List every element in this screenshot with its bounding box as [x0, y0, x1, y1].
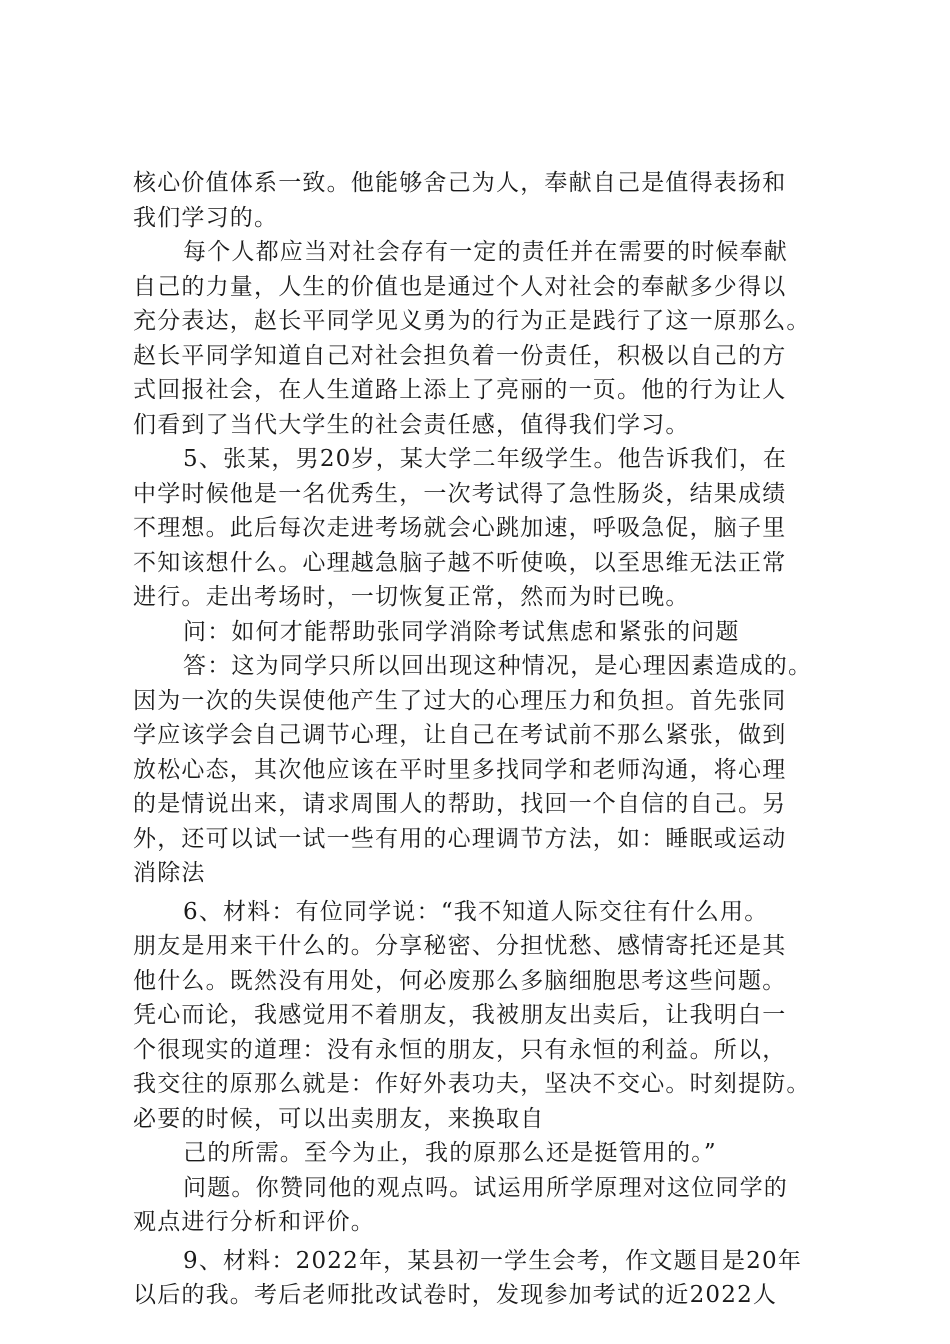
text-line: 他什么。既然没有用处，何必废那么多脑细胞思考这些问题。 — [133, 967, 787, 994]
text-line: 我们学习的。 — [133, 204, 279, 231]
text-line: 不知该想什么。心理越急脑子越不听使唤，以至思维无法正常 — [133, 549, 787, 576]
text-line: 式回报社会，在人生道路上添上了亮丽的一页。他的行为让人 — [133, 377, 787, 403]
text-line: 观点进行分析和评价。 — [133, 1209, 375, 1235]
text-line: 朋友是用来干什么的。分享秘密、分担忧愁、感情寄托还是其 — [133, 933, 787, 959]
text-line: 凭心而论，我感觉用不着朋友，我被朋友出卖后，让我明白一 — [133, 1002, 787, 1028]
question-9-start: 9、材料：2022年，某县初一学生会考，作文题目是20年 — [183, 1247, 803, 1274]
text-line: 不理想。此后每次走进考场就会心跳加速，呼吸急促，脑子里 — [133, 515, 787, 541]
text-line: 己的所需。至今为止，我的原那么还是挺管用的。” — [183, 1140, 717, 1166]
document-body — [133, 166, 833, 1313]
text-line: 我交往的原那么就是：作好外表功夫，坚决不交心。时刻提防。 — [133, 1071, 811, 1097]
text-line: 学应该学会自己调节心理，让自己在考试前不那么紧张，做到 — [133, 722, 787, 748]
text-line: 以后的我。考后老师批改试卷时，发现参加考试的近2022人 — [133, 1282, 778, 1308]
text-line: 自己的力量，人生的价值也是通过个人对社会的奉献多少得以 — [133, 273, 787, 300]
text-line: 赵长平同学知道自己对社会担负着一份责任，积极以自己的方 — [133, 342, 787, 369]
answer-start: 答：这为同学只所以回出现这种情况，是心理因素造成的。 — [183, 653, 813, 679]
paragraph-start: 每个人都应当对社会存有一定的责任并在需要的时候奉献 — [183, 239, 788, 265]
text-line: 们看到了当代大学生的社会责任感，值得我们学习。 — [133, 411, 690, 438]
text-line: 外，还可以试一试一些有用的心理调节方法，如：睡眠或运动 — [133, 825, 787, 852]
text-line: 中学时候他是一名优秀生，一次考试得了急性肠炎，结果成绩 — [133, 480, 787, 507]
text-line: 必要的时候，可以出卖朋友，来换取自 — [133, 1105, 545, 1132]
text-line: 消除法 — [133, 860, 206, 886]
text-line: 的是情说出来，请求周围人的帮助，找回一个自信的自己。另 — [133, 791, 787, 817]
question-6-start: 6、材料：有位同学说：“我不知道人际交往有什么用。 — [183, 898, 769, 925]
question-line: 问：如何才能帮助张同学消除考试焦虑和紧张的问题 — [183, 618, 740, 645]
question-line: 问题。你赞同他的观点吗。试运用所学原理对这位同学的 — [183, 1174, 788, 1201]
text-line: 进行。走出考场时，一切恢复正常，然而为时已晚。 — [133, 584, 690, 610]
text-line: 放松心态，其次他应该在平时里多找同学和老师沟通，将心理 — [133, 756, 787, 783]
text-line: 核心价值体系一致。他能够舍己为人，奉献自己是值得表扬和 — [133, 170, 787, 196]
text-line: 个很现实的道理：没有永恒的朋友，只有永恒的利益。所以， — [133, 1036, 787, 1063]
question-5-start: 5、张某，男20岁，某大学二年级学生。他告诉我们，在 — [183, 446, 788, 472]
text-line: 因为一次的失误使他产生了过大的心理压力和负担。首先张同 — [133, 687, 787, 714]
text-line: 充分表达，赵长平同学见义勇为的行为正是践行了这一原那么。 — [133, 308, 811, 334]
